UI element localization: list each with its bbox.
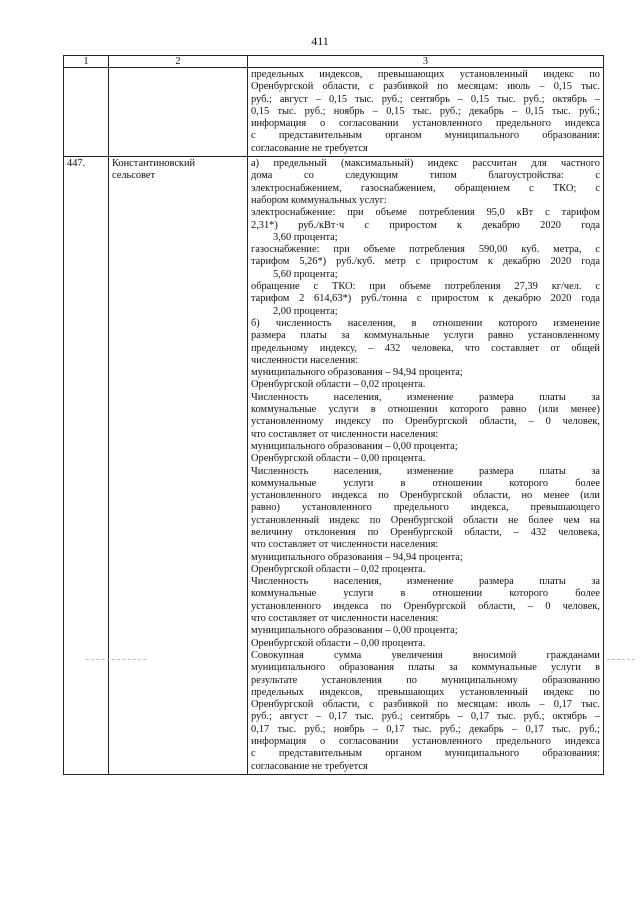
text-line: Оренбургской области – 0,00 процента.	[251, 637, 426, 649]
text-line: Численность населения, изменение размера платы за	[251, 465, 600, 477]
text-line: электроснабжением, газоснабжением, обращением с ТКО; с	[251, 182, 600, 194]
text-line: что составляет от численности населения:	[251, 613, 439, 625]
header-cell-1: 1	[64, 56, 109, 68]
text-line: газоснабжение: при объеме потребления 590,00 куб. метра, с	[251, 244, 600, 256]
text-line: величину отклонения по Оренбургской области, – 432 человека,	[251, 526, 600, 538]
text-line: а) предельный (максимальный) индекс рассчитан для частного	[251, 158, 600, 170]
text-line: согласование не требуется	[251, 760, 368, 772]
content-lines	[251, 69, 600, 155]
text-line: информация о согласовании установленного предельного индекса	[251, 736, 600, 748]
table-header-row	[64, 56, 604, 68]
text-line: равно) установленного предельного индекса, превышающего	[251, 502, 600, 514]
text-line: б) численность населения, в отношении которого изменение	[251, 317, 600, 329]
text-line: дома со следующим типом благоустройства: с	[251, 170, 600, 182]
text-line: муниципального образования – 94,94 процента;	[251, 551, 463, 563]
text-line: установленный индекс по Оренбургской области не более чем на	[251, 514, 600, 526]
scan-artifact-line	[86, 659, 146, 660]
row-name-line: сельсовет	[112, 170, 156, 182]
text-line: Численность населения, изменение размера платы за	[251, 391, 600, 403]
document-table	[63, 55, 604, 775]
text-line: руб.; август – 0,17 тыс. руб.; сентябрь – 0,17 тыс. руб.; октябрь –	[251, 711, 600, 723]
text-line: размера платы за коммунальные услуги равно установленному	[251, 330, 600, 342]
text-line: численности населения:	[251, 354, 359, 366]
text-line: 5,60 процента;	[273, 268, 338, 280]
row-content-cell	[248, 157, 604, 775]
table-row-continued	[64, 68, 604, 157]
text-line: установленного индекса по Оренбургской области, но менее (или	[251, 490, 600, 502]
text-line: установленного индекса по Оренбургской области, – 0 человек,	[251, 600, 600, 612]
row-name-cell	[109, 157, 248, 775]
text-line: с представительным органом муниципального образования:	[251, 130, 600, 142]
text-line: 2,00 процента;	[273, 305, 338, 317]
text-line: коммунальные услуги в отношении которого более	[251, 588, 600, 600]
text-line: тарифом 2 614,63*) руб./тонна с приростом к декабрю 2020 года	[251, 293, 600, 305]
row-name-line: Константиновский	[112, 158, 196, 170]
row-number-cell	[64, 68, 109, 157]
text-line: информация о согласовании установленного предельного индекса	[251, 118, 600, 130]
text-line: набором коммунальных услуг:	[251, 194, 387, 206]
text-line: 3,60 процента;	[273, 231, 338, 243]
text-line: муниципального образования – 0,00 процента;	[251, 440, 458, 452]
text-line: муниципального образования платы за коммунальные услуги в	[251, 662, 600, 674]
text-line: результате установления по муниципальному образованию	[251, 674, 600, 686]
text-line: муниципального образования – 0,00 процента;	[251, 625, 458, 637]
text-line: 0,17 тыс. руб.; ноябрь – 0,17 тыс. руб.; декабрь – 0,17 тыс. руб.;	[251, 723, 600, 735]
header-cell-2: 2	[109, 56, 248, 68]
text-line: установленному индексу по Оренбургской области, – 0 человек,	[251, 416, 600, 428]
content-lines	[251, 158, 600, 773]
text-line: Оренбургской области, с разбивкой по месяцам: июль – 0,15 тыс.	[251, 81, 600, 93]
text-line: коммунальные услуги в отношении которого равно (или менее)	[251, 404, 600, 416]
header-cell-3: 3	[248, 56, 604, 68]
text-line: тарифом 5,26*) руб./куб. метр с приростом к декабрю 2020 года	[251, 256, 600, 268]
text-line: электроснабжение: при объеме потребления 95,0 кВт с тарифом	[251, 207, 600, 219]
text-line: обращение с ТКО: при объеме потребления 27,39 кг/чел. с	[251, 281, 600, 293]
text-line: Численность населения, изменение размера платы за	[251, 576, 600, 588]
row-name-cell	[109, 68, 248, 157]
text-line: Оренбургской области – 0,02 процента.	[251, 379, 426, 391]
text-line: что составляет от численности населения:	[251, 539, 439, 551]
scan-artifact-line	[607, 659, 635, 660]
text-line: что составляет от численности населения:	[251, 428, 439, 440]
text-line: предельных индексов, превышающих установленный индекс по	[251, 69, 600, 80]
text-line: Совокупная сумма увеличения вносимой гражданами	[251, 649, 600, 661]
text-line: Оренбургской области – 0,02 процента.	[251, 563, 426, 575]
text-line: предельному индексу, – 432 человека, что составляет от общей	[251, 342, 600, 354]
text-line: 0,15 тыс. руб.; ноябрь – 0,15 тыс. руб.; декабрь – 0,15 тыс. руб.;	[251, 105, 600, 117]
text-line: коммунальные услуги в отношении которого более	[251, 477, 600, 489]
text-line: муниципального образования – 94,94 процента;	[251, 367, 463, 379]
row-content-cell	[248, 68, 604, 157]
text-line: с представительным органом муниципального образования:	[251, 748, 600, 760]
text-line: Оренбургской области, с разбивкой по месяцам: июль – 0,17 тыс.	[251, 699, 600, 711]
text-line: согласование не требуется	[251, 142, 368, 154]
text-line: 2,31*) руб./кВт·ч с приростом к декабрю 2020 года	[251, 219, 600, 231]
row-number-cell: 447.	[64, 157, 109, 775]
text-line: Оренбургской области – 0,00 процента.	[251, 453, 426, 465]
page-number: 411	[311, 34, 329, 48]
table-row-447	[64, 157, 604, 775]
text-line: руб.; август – 0,15 тыс. руб.; сентябрь – 0,15 тыс. руб.; октябрь –	[251, 93, 600, 105]
text-line: предельных индексов, превышающих установленный индекс по	[251, 686, 600, 698]
